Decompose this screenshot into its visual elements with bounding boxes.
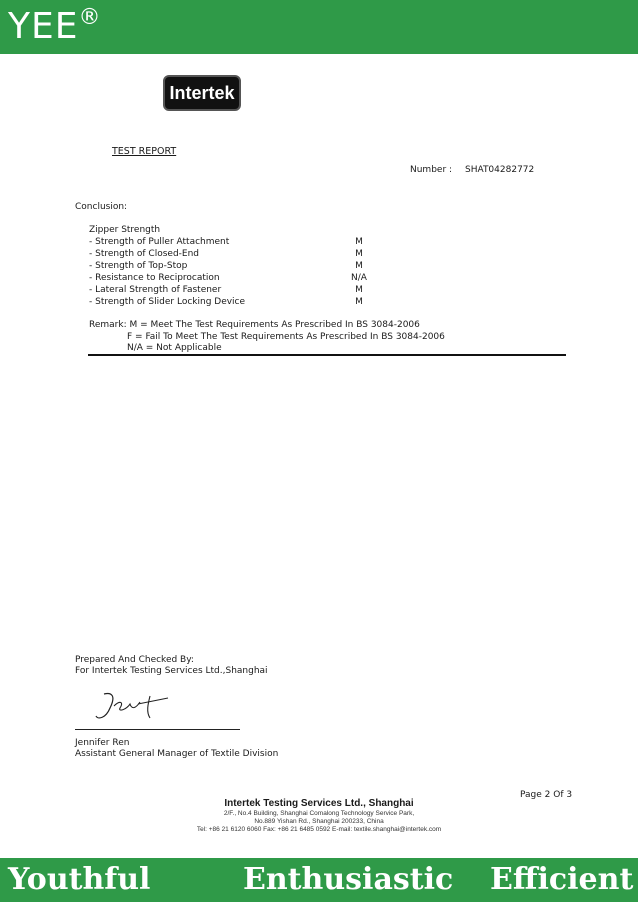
result-name: - Strength of Puller Attachment bbox=[89, 237, 230, 247]
result-row bbox=[89, 284, 389, 296]
signer-title: Assistant General Manager of Textile Division bbox=[75, 749, 279, 759]
contact-line: Tel: +86 21 6120 6060 Fax: +86 21 6485 0592 E-mail: textile.shanghai@intertek.com bbox=[196, 826, 442, 833]
remark-fail: F = Fail To Meet The Test Requirements As Prescribed In BS 3084-2006 bbox=[127, 332, 445, 342]
result-value: M bbox=[355, 285, 363, 295]
signature-line bbox=[75, 729, 240, 730]
result-value: M bbox=[355, 297, 363, 307]
result-value: N/A bbox=[351, 273, 367, 283]
page-number: Page 2 Of 3 bbox=[520, 790, 573, 800]
result-value: M bbox=[355, 249, 363, 259]
slogan-youthful: Youthful bbox=[8, 862, 151, 897]
address-line-1: 2/F., No.4 Building, Shanghai Comalong Technology Service Park, bbox=[223, 810, 415, 817]
address-line-2: No.889 Yishan Rd., Shanghai 200233, China bbox=[254, 818, 384, 825]
result-name: - Lateral Strength of Fastener bbox=[89, 285, 222, 295]
section-heading: Zipper Strength bbox=[89, 225, 161, 235]
brand-logo bbox=[8, 6, 101, 53]
section-divider bbox=[88, 354, 566, 356]
result-name: - Resistance to Reciprocation bbox=[89, 273, 220, 283]
handwritten-signature bbox=[90, 688, 180, 724]
slogan-enthusiastic: Enthusiastic bbox=[243, 862, 454, 897]
report-number-label: Number : bbox=[410, 165, 453, 175]
registered-mark: ® bbox=[78, 5, 102, 30]
result-row bbox=[89, 248, 389, 260]
signer-name: Jennifer Ren bbox=[75, 738, 130, 748]
organization-label: For Intertek Testing Services Ltd.,Shanghai bbox=[75, 666, 268, 676]
result-name: - Strength of Closed-End bbox=[89, 249, 200, 259]
remark-not-applicable: N/A = Not Applicable bbox=[127, 343, 222, 353]
brand-name: YEE bbox=[8, 6, 79, 47]
report-title: TEST REPORT bbox=[112, 146, 177, 157]
result-name: - Strength of Slider Locking Device bbox=[89, 297, 246, 307]
result-row bbox=[89, 260, 389, 272]
result-row bbox=[89, 296, 389, 308]
result-row bbox=[89, 236, 389, 248]
prepared-by-label: Prepared And Checked By: bbox=[75, 655, 194, 665]
conclusion-label: Conclusion: bbox=[75, 202, 128, 212]
remark-meet: Remark: M = Meet The Test Requirements As Prescribed In BS 3084-2006 bbox=[89, 320, 420, 330]
result-value: M bbox=[355, 237, 363, 247]
slogan-efficient: Efficient bbox=[490, 862, 634, 897]
result-name: - Strength of Top-Stop bbox=[89, 261, 188, 271]
intertek-logo: Intertek bbox=[163, 75, 241, 111]
result-value: M bbox=[355, 261, 363, 271]
company-name: Intertek Testing Services Ltd., Shanghai bbox=[224, 798, 414, 809]
results-list bbox=[89, 236, 389, 308]
result-row bbox=[89, 272, 389, 284]
report-number-value: SHAT04282772 bbox=[465, 165, 535, 175]
